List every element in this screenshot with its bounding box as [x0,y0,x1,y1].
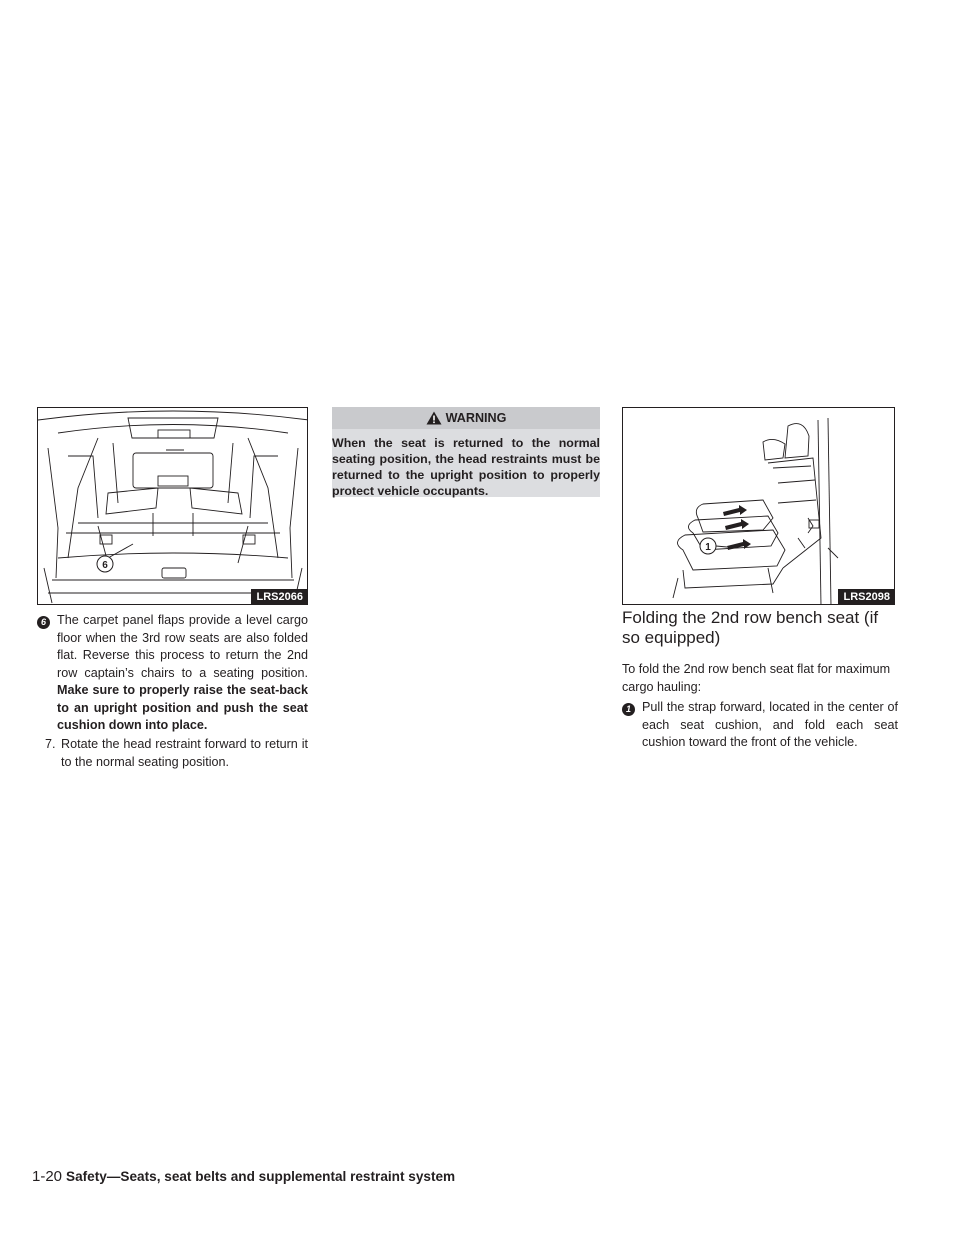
intro-paragraph [622,661,898,696]
cargo-area-figure [37,407,308,605]
step-7-number: 7. [45,737,56,751]
item-6-paragraph [37,612,308,735]
intro-text: To fold the 2nd row bench seat flat for maximum cargo hauling: [622,662,891,694]
section-title: Safety—Seats, seat belts and supplemental restraint system [66,1169,456,1184]
page-number: 1-20 [32,1168,63,1185]
step-7-paragraph [45,736,308,771]
item-6-text: The carpet panel flaps provide a level cargo floor when the 3rd row seats are also folded flat. Reverse this process to return the 2nd row captain’s chairs to a seating position. [57,613,308,680]
item-6-bold-text: Make sure to properly raise the seat-back to an upright position and push the seat cushion down into place. [57,683,308,732]
figure-callout-6: 6 [102,560,108,571]
item-1-paragraph [622,699,898,752]
item-1-text: Pull the strap forward, located in the center of each seat cushion, and fold each seat cushion toward the front of the vehicle. [642,700,898,749]
warning-triangle-icon [426,411,442,425]
warning-header [332,407,600,429]
warning-text: When the seat is returned to the normal seating position, the head restraints must be returned to the upright position to properly protect vehicle occupants. [332,436,600,498]
page-footer [32,1168,455,1186]
figure-callout-1: 1 [705,542,711,553]
warning-box [332,407,600,497]
item-6-marker: 6 [37,613,50,631]
cargo-area-illustration [38,408,308,605]
step-7-text: Rotate the head restraint forward to return it to the normal seating position. [61,737,308,769]
bench-seat-figure [622,407,895,605]
figure-code-lrs2098: LRS2098 [838,589,894,604]
warning-title: WARNING [445,411,507,425]
figure-code-lrs2066: LRS2066 [251,589,307,604]
bench-seat-illustration [623,408,895,605]
item-1-marker: 1 [622,700,635,718]
section-heading: Folding the 2nd row bench seat (if so equipped) [622,608,879,647]
